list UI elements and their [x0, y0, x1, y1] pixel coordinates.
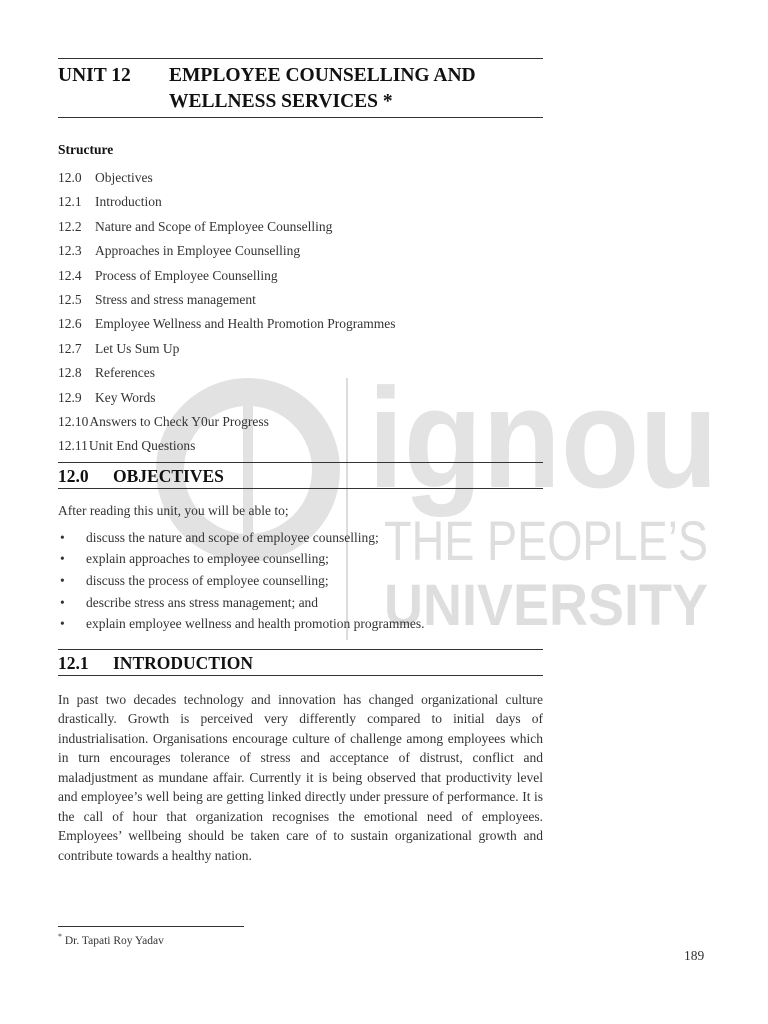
- objective-item: [58, 570, 543, 592]
- structure-item: [58, 264, 543, 288]
- structure-item-title: Stress and stress management: [95, 292, 256, 308]
- structure-item-number: 12.2: [58, 218, 82, 234]
- watermark-line1: THE PEOPLE’S: [384, 509, 708, 572]
- objective-item: [58, 527, 543, 549]
- bullet-icon: •: [60, 616, 65, 632]
- structure-item: [58, 215, 543, 239]
- unit-header: [58, 58, 543, 118]
- objectives-section-number: 12.0: [58, 465, 89, 486]
- objectives-list: [58, 527, 543, 635]
- structure-item-number: 12.1: [58, 194, 82, 210]
- introduction-heading: [58, 649, 543, 676]
- introduction-paragraph: In past two decades technology and innovation has changed organizational culture drastically. Growth is perceived very differently compared to initial days of industrialisation. Organisations encourage culture of challenge among employees which in turn encourages tolerance of stress and acceptance of distrust, conflict and maladjustment as mundane affair. Currently it is being observed that productivity level and employee’s well being are getting linked directly under pressure of performance. It is the call of hour that organization recognises the emotional need of employees. Employees’ wellbeing should be taken care of to sustain organizational growth and contribute towards a healthy nation.: [58, 691, 543, 863]
- structure-item: [58, 410, 543, 434]
- objectives-intro: After reading this unit, you will be able to;: [58, 502, 289, 518]
- structure-item-title: Key Words: [95, 389, 156, 405]
- objective-item: [58, 592, 543, 614]
- structure-item-number: 12.10: [58, 414, 89, 430]
- structure-item-title: References: [95, 365, 155, 381]
- unit-number: UNIT 12: [58, 65, 131, 86]
- structure-item-number: 12.4: [58, 267, 82, 283]
- structure-list: [58, 166, 543, 459]
- structure-item-number: 12.9: [58, 389, 82, 405]
- bullet-icon: •: [60, 573, 65, 589]
- document-page: [58, 58, 543, 879]
- bullet-icon: •: [60, 529, 65, 545]
- unit-title: [169, 63, 543, 115]
- structure-item-title: Employee Wellness and Health Promotion Programmes: [95, 316, 396, 332]
- objective-text: discuss the process of employee counselling;: [86, 573, 329, 589]
- objective-text: explain approaches to employee counselling;: [86, 551, 329, 567]
- footnote-marker: *: [58, 932, 62, 941]
- structure-item-number: 12.6: [58, 316, 82, 332]
- structure-item-title: Answers to Check Y0ur Progress: [89, 414, 269, 430]
- objective-text: describe stress ans stress management; and: [86, 594, 319, 610]
- structure-item: [58, 337, 543, 361]
- structure-item-title: Let Us Sum Up: [95, 340, 180, 356]
- bullet-icon: •: [60, 551, 65, 567]
- structure-item: [58, 166, 543, 190]
- structure-item: [58, 386, 543, 410]
- structure-item-number: 12.11: [58, 438, 88, 454]
- structure-item-title: Objectives: [95, 170, 153, 185]
- structure-item: [58, 288, 543, 312]
- structure-item-title: Introduction: [95, 194, 162, 210]
- structure-item-title: Approaches in Employee Counselling: [95, 243, 301, 259]
- structure-item: [58, 239, 543, 263]
- structure-item-title: Nature and Scope of Employee Counselling: [95, 218, 333, 234]
- objective-text: explain employee wellness and health promotion programmes.: [86, 616, 425, 632]
- structure-item-title: Unit End Questions: [88, 438, 196, 454]
- bullet-icon: •: [60, 594, 65, 610]
- structure-item: [58, 312, 543, 336]
- structure-label: Structure: [58, 142, 114, 157]
- structure-item-number: 12.8: [58, 365, 82, 381]
- objective-text: discuss the nature and scope of employee counselling;: [86, 529, 379, 545]
- objectives-heading: [58, 462, 543, 489]
- page-number: 189: [684, 948, 705, 963]
- watermark-line2: UNIVERSITY: [384, 573, 708, 638]
- unit-title-line2: WELLNESS SERVICES *: [169, 91, 393, 112]
- objective-item: [58, 613, 543, 635]
- watermark-logo-text: ignou: [368, 359, 718, 518]
- structure-item: [58, 434, 543, 458]
- objective-item: [58, 548, 543, 570]
- structure-item: [58, 190, 543, 214]
- introduction-section-number: 12.1: [58, 652, 89, 673]
- footnote-divider: [58, 926, 244, 927]
- structure-item: [58, 361, 543, 385]
- introduction-section-title: INTRODUCTION: [113, 652, 254, 673]
- structure-item-title: Process of Employee Counselling: [95, 267, 278, 283]
- footnote-text: Dr. Tapati Roy Yadav: [62, 934, 164, 947]
- unit-title-line1: EMPLOYEE COUNSELLING AND: [169, 65, 476, 86]
- structure-item-number: 12.0: [58, 170, 82, 185]
- structure-item-number: 12.7: [58, 340, 82, 356]
- footnote: [58, 932, 164, 947]
- objectives-section-title: OBJECTIVES: [113, 465, 224, 486]
- structure-item-number: 12.3: [58, 243, 82, 259]
- structure-item-number: 12.5: [58, 292, 82, 308]
